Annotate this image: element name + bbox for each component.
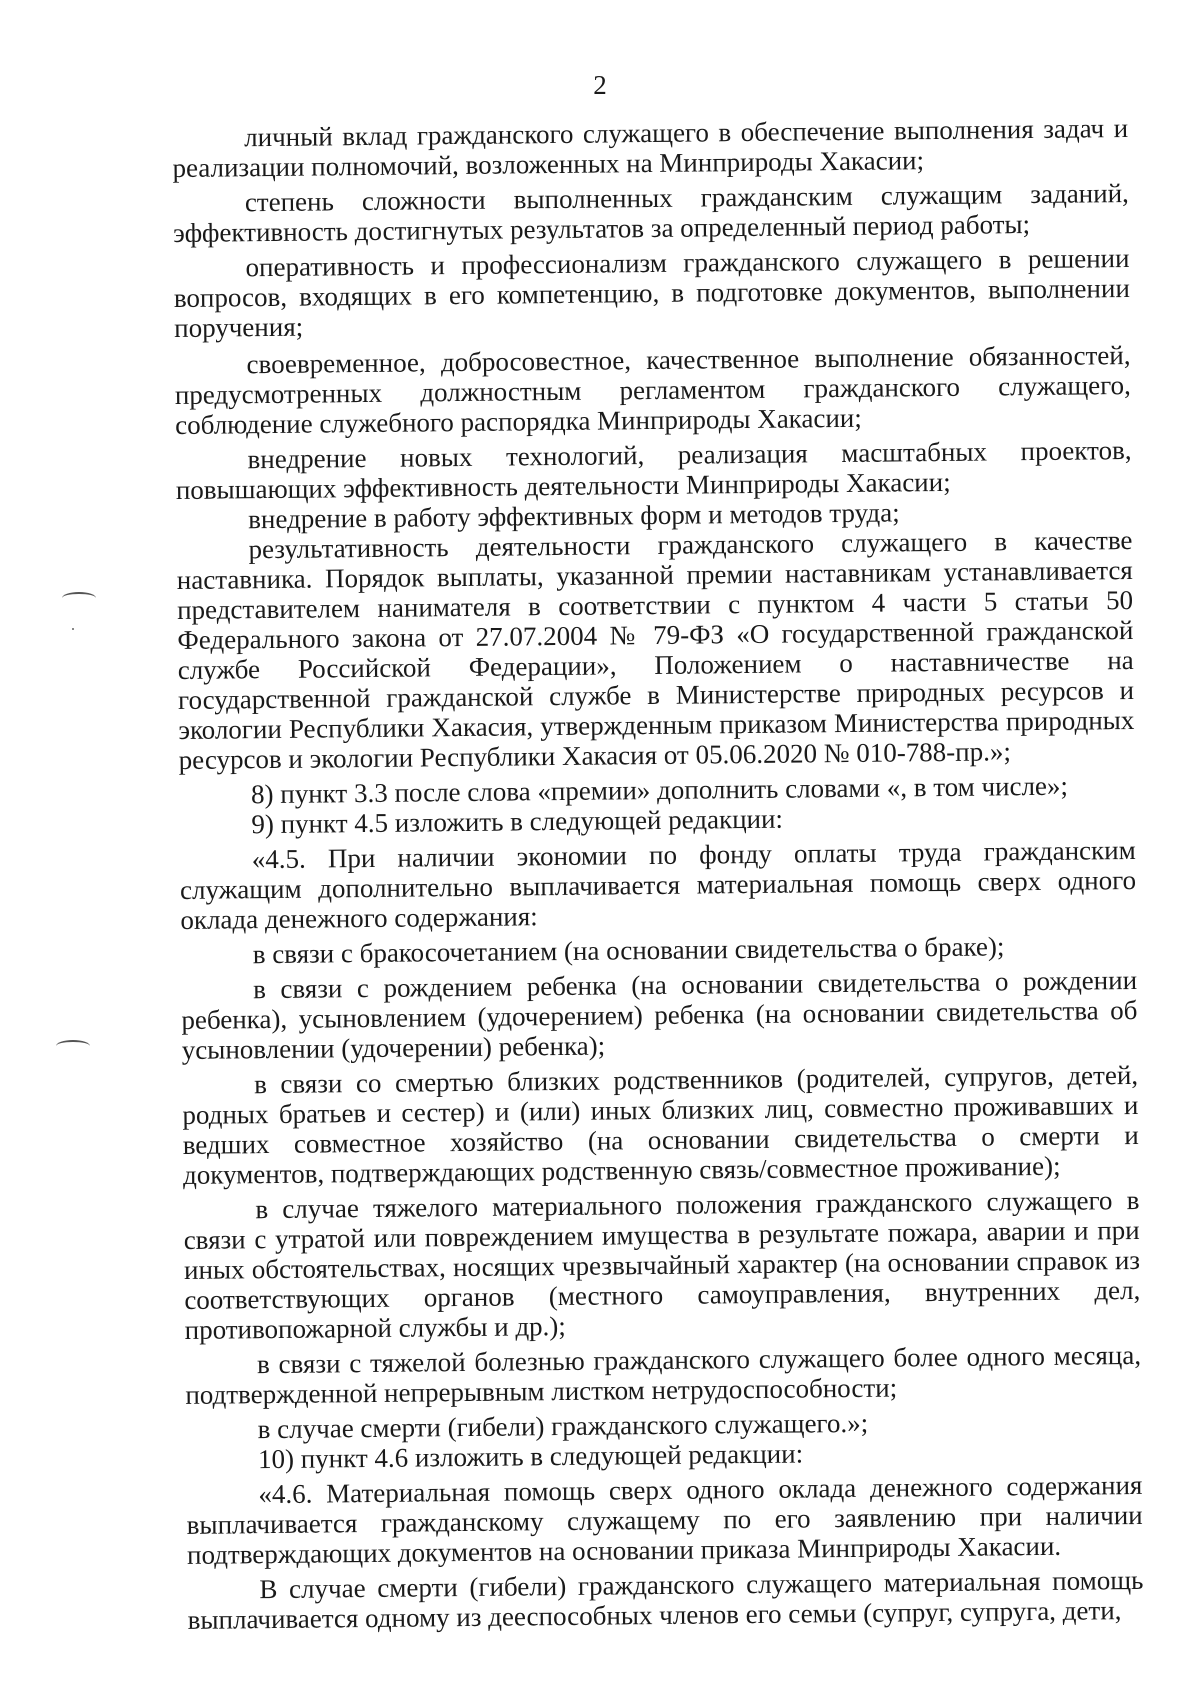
paragraph-new-technologies: внедрение новых технологий, реализация масштабных проектов, повышающих эффективность деятельности Минприроды Хакасии; — [175, 434, 1132, 505]
punch-hole-mark — [56, 1040, 90, 1052]
paragraph-personal-contribution: личный вклад гражданского служащего в обеспечение выполнения задач и реализации полномочий, возложенных на Минприроды Хакасии; — [172, 112, 1129, 184]
paragraph-hardship: в случае тяжелого материального положения гражданского служащего в связи с утратой или повреждением имущества в результате пожара, аварии и при иных обстоятельствах, носящих чрезвычайный характер (на основании справок из соответствующих органов (местного самоуправления, внутренних дел, противопожарной службы и др.); — [183, 1184, 1141, 1345]
paragraph-duties: своевременное, добросовестное, качественное выполнение обязанностей, предусмотренных должностным регламентом гражданского служащего, соблюдение служебного распорядка Минприроды Хакасии; — [174, 339, 1131, 440]
paragraph-family-payment: В случае смерти (гибели) гражданского служащего материальная помощь выплачивается одному из дееспособных членов его семьи (супруг, супруга, дети, — [187, 1564, 1144, 1635]
paragraph-item-8: 8) пункт 3.3 после слова «премии» дополнить словами «, в том числе»; — [250, 770, 1069, 810]
paragraph-child-birth: в связи с рождением ребенка (на основании свидетельства о рождении ребенка), усыновлением (удочерением) ребенка (на основании свидетельства об усыновлении (удочерении) ребенка); — [181, 964, 1138, 1065]
paragraph-task-complexity: степень сложности выполненных гражданским служащим заданий, эффективность достигнутых результатов за определенный период работы; — [173, 177, 1129, 248]
paragraph-death: в случае смерти (гибели) гражданского служащего.»; — [257, 1407, 869, 1445]
paragraph-item-10: 10) пункт 4.6 изложить в следующей редакции: — [257, 1438, 804, 1475]
scan-speck — [72, 628, 74, 630]
document-body — [172, 113, 1144, 1640]
paragraph-work-methods: внедрение в работу эффективных форм и методов труда; — [248, 497, 900, 535]
paragraph-illness: в связи с тяжелой болезнью гражданского служащего более одного месяца, подтвержденной непрерывным листком нетрудоспособности; — [185, 1339, 1142, 1410]
paragraph-relative-death: в связи со смертью близких родственников (родителей, супругов, детей, родных братьев и сестер) и (или) иных близких лиц, совместно проживавших и ведших совместное хозяйство (на основании свидетельства о смерти и документов, подтверждающих родственную связь/совместное проживание); — [182, 1059, 1139, 1190]
page-number: 2 — [593, 70, 607, 100]
paragraph-efficiency: оперативность и профессионализм гражданского служащего в решении вопросов, входящих в его компетенцию, в подготовке документов, выполнении поручения; — [173, 242, 1130, 343]
paragraph-mentorship: результативность деятельности гражданского служащего в качестве наставника. Порядок выплаты, указанной премии наставникам устанавливается представителем нанимателя в соответствии с пунктом 4 части 5 статьи 50 Федерального закона от 27.07.2004 № 79-ФЗ «О государственной гражданской службе Российской Федерации», Положением о наставничестве на государственной гражданской службе в Министерстве природных ресурсов и экологии Республики Хакасия, утвержденным приказом Министерства природных ресурсов и экологии Республики Хакасия от 05.06.2020 № 010-788-пр.»; — [176, 524, 1135, 775]
paragraph-marriage: в связи с бракосочетанием (на основании свидетельства о браке); — [252, 931, 1005, 970]
paragraph-clause-4-5: «4.5. При наличии экономии по фонду оплаты труда гражданским служащим дополнительно выплачивается материальная помощь сверх одного оклада денежного содержания: — [179, 834, 1137, 935]
paragraph-item-9: 9) пункт 4.5 изложить в следующей редакции: — [251, 803, 784, 840]
paragraph-clause-4-6: «4.6. Материальная помощь сверх одного оклада денежного содержания выплачивается гражданскому служащему по его заявлению при наличии подтверждающих документов на основании приказа Минприроды Хакасии. — [186, 1469, 1143, 1570]
punch-hole-mark — [62, 592, 96, 604]
